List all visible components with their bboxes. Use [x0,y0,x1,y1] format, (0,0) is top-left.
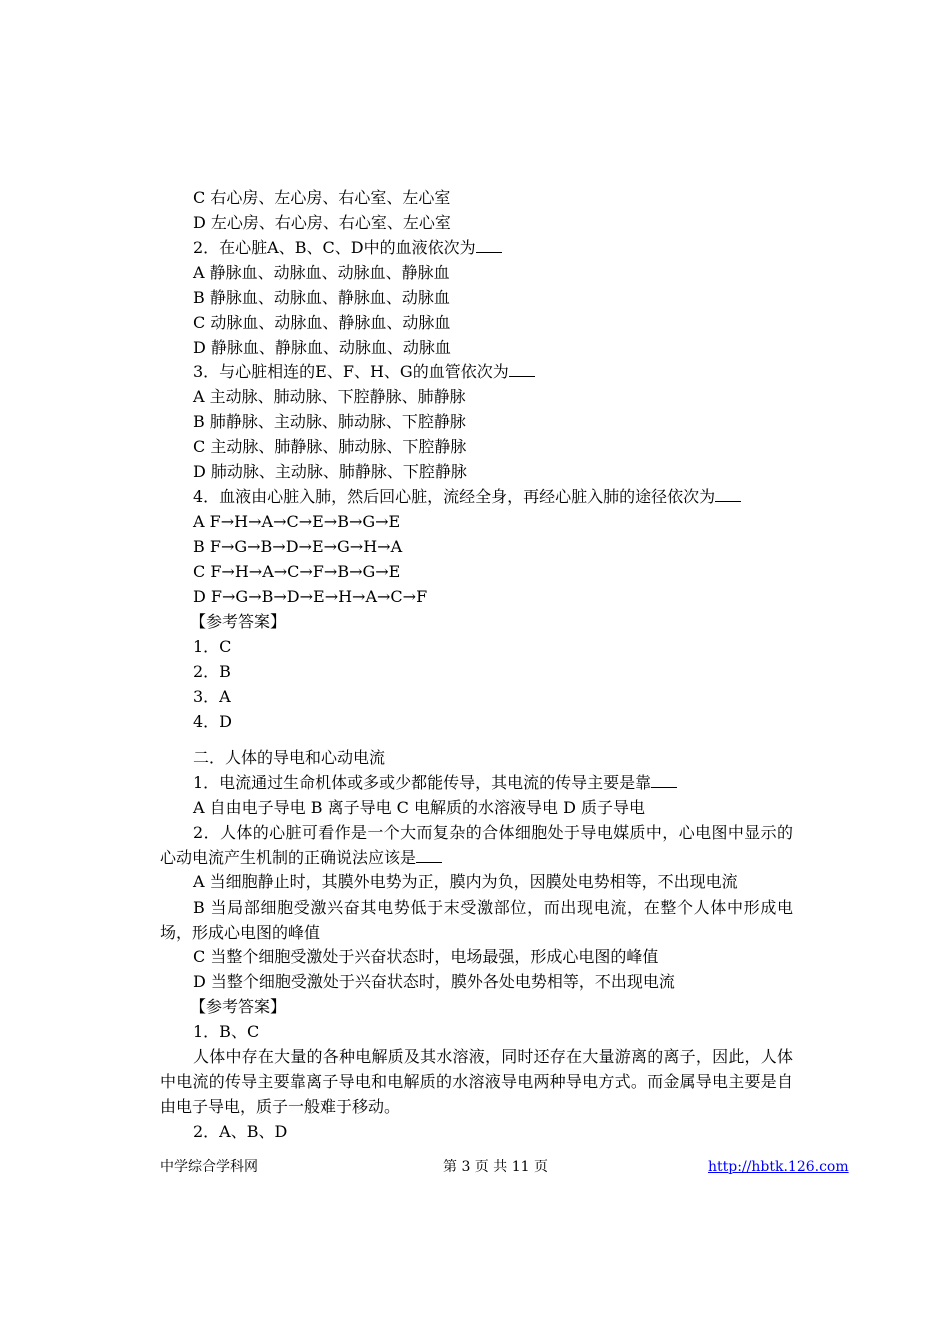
footer-page-number: 第 3 页 共 11 页 [443,1159,548,1175]
question-line [193,238,502,258]
answer-blank [476,238,502,253]
option-paragraph: B 当局部细胞受激兴奋其电势低于末受激部位，而出现电流，在整个人体中形成电场，形成心电图的峰值 [160,898,793,942]
option-line: A 静脉血、动脉血、动脉血、静脉血 [193,263,450,282]
question-text: 2．在心脏A、B、C、D中的血液依次为 [193,238,476,257]
option-line: C 右心房、左心房、右心室、左心室 [193,188,451,207]
option-line: C F→H→A→C→F→B→G→E [193,562,401,581]
option-line: A 当细胞静止时，其膜外电势为正，膜内为负，因膜处电势相等，不出现电流 [193,872,738,891]
answer-line: 1．B、C [193,1022,260,1041]
footer-site-name: 中学综合学科网 [160,1159,258,1175]
question-text: 1．电流通过生命机体或多或少都能传导，其电流的传导主要是靠 [193,773,652,792]
answer-blank [509,362,535,377]
option-line: D 左心房、右心房、右心室、左心室 [193,213,451,232]
option-line: A F→H→A→C→E→B→G→E [193,512,401,531]
answer-blank [715,487,741,502]
option-line: A 自由电子导电 B 离子导电 C 电解质的水溶液导电 D 质子导电 [193,798,645,817]
answer-line: 1．C [193,637,232,656]
footer-link[interactable]: http://hbtk.126.com [708,1159,849,1175]
option-line: D 静脉血、静脉血、动脉血、动脉血 [193,338,451,357]
answer-line: 2．A、B、D [193,1122,288,1141]
option-line: B 肺静脉、主动脉、肺动脉、下腔静脉 [193,412,466,431]
question-line [193,362,535,382]
option-line: B F→G→B→D→E→G→H→A [193,537,403,556]
answer-blank [416,848,442,863]
question-text: 2．人体的心脏可看作是一个大而复杂的合体细胞处于导电媒质中，心电图中显示的心动电流产生机制的正确说法应该是 [160,823,793,867]
explanation-paragraph: 人体中存在大量的各种电解质及其水溶液，同时还存在大量游离的离子，因此，人体中电流的传导主要靠离子导电和电解质的水溶液导电两种导电方式。而金属导电主要是自由电子导电，质子一般难于移动。 [160,1047,793,1116]
question-line [193,773,677,793]
option-line: B 静脉血、动脉血、静脉血、动脉血 [193,288,450,307]
question-text: 4．血液由心脏入肺，然后回心脏，流经全身，再经心脏入肺的途径依次为 [193,487,716,506]
answer-line: 4．D [193,712,233,731]
section-title: 二．人体的导电和心动电流 [193,748,386,767]
question-line [193,487,741,507]
option-line: D 肺动脉、主动脉、肺静脉、下腔静脉 [193,462,467,481]
answer-line: 2．B [193,662,231,681]
option-line: C 主动脉、肺静脉、肺动脉、下腔静脉 [193,437,467,456]
option-line: D F→G→B→D→E→H→A→C→F [193,587,428,606]
answer-blank [651,773,677,788]
answer-line: 3．A [193,687,231,706]
option-line: C 当整个细胞受激处于兴奋状态时，电场最强，形成心电图的峰值 [193,947,659,966]
answer-header: 【参考答案】 [190,997,287,1016]
answer-header: 【参考答案】 [190,612,287,631]
option-line: D 当整个细胞受激处于兴奋状态时，膜外各处电势相等，不出现电流 [193,972,675,991]
question-text: 3．与心脏相连的E、F、H、G的血管依次为 [193,362,509,381]
option-line: A 主动脉、肺动脉、下腔静脉、肺静脉 [193,387,466,406]
question-paragraph [160,820,793,870]
option-line: C 动脉血、动脉血、静脉血、动脉血 [193,313,451,332]
